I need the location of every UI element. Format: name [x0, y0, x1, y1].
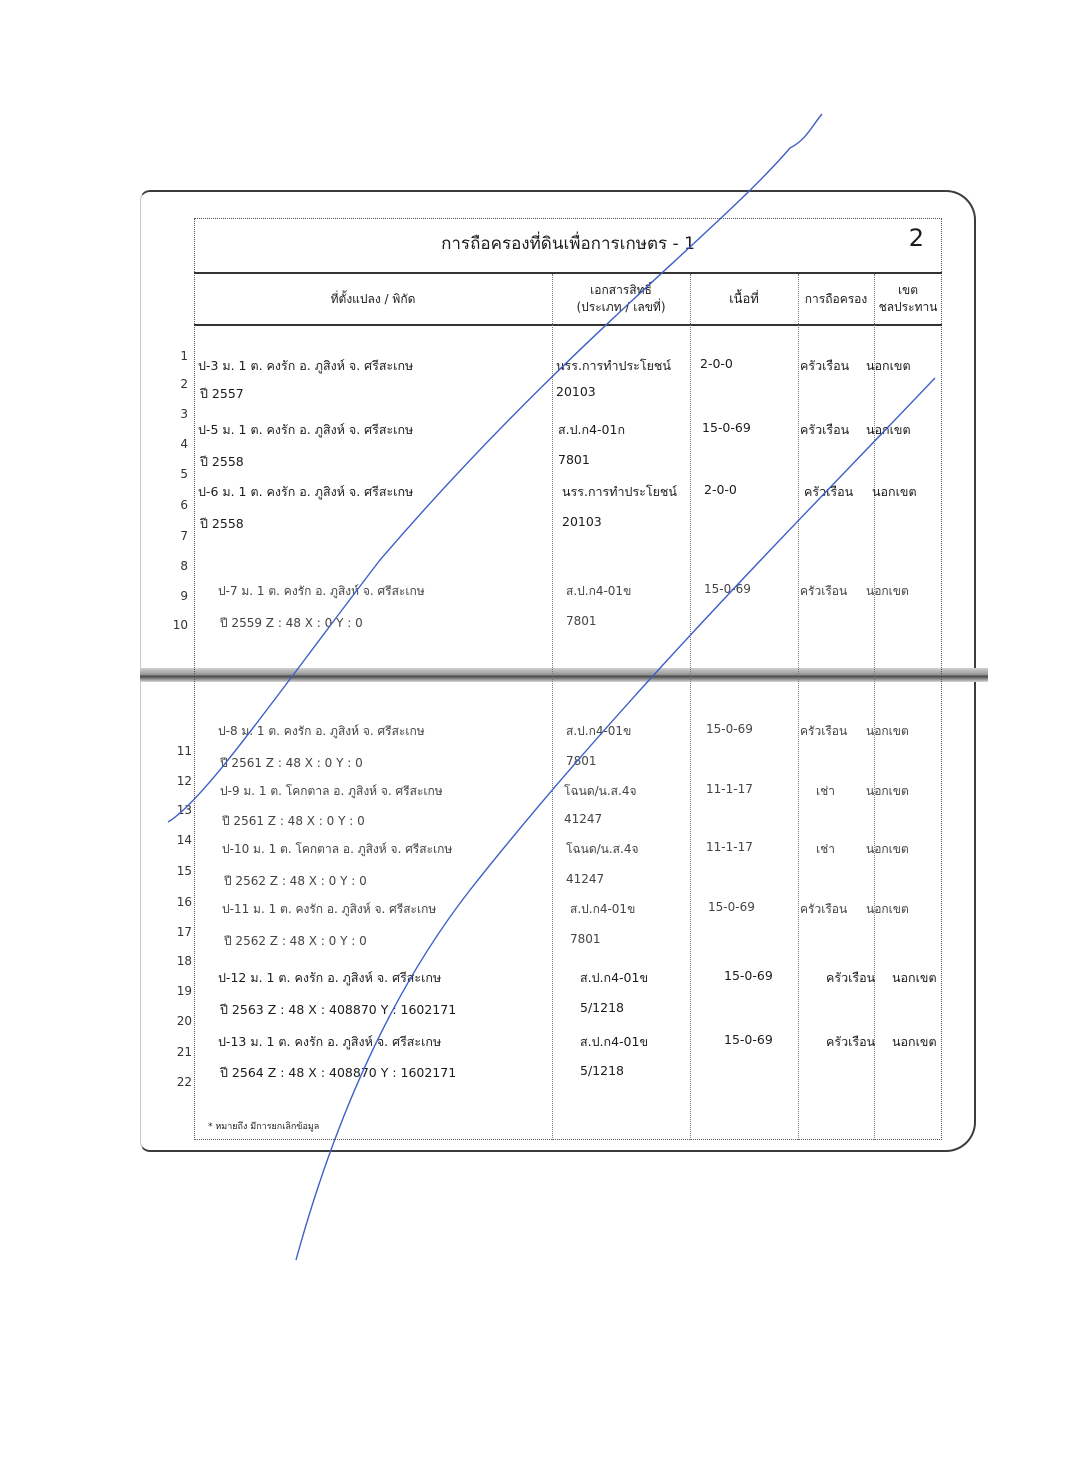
header-zone-label: เขต [897, 283, 919, 297]
tenure-cell: ครัวเรือน [800, 584, 848, 598]
irrigation-zone-cell: นอกเขต [866, 422, 911, 437]
line-number: 9 [180, 589, 188, 603]
year-coordinate-cell: ปี 2562 Z : 48 X : 0 Y : 0 [224, 874, 367, 888]
area-cell: 15-0-69 [724, 968, 773, 983]
document-type-cell: ส.ป.ก4-01ข [566, 724, 632, 738]
document-type-cell: โฉนด/น.ส.4จ [566, 842, 639, 856]
area-cell: 15-0-69 [704, 582, 751, 596]
document-number-cell: 20103 [562, 514, 602, 529]
document-number-cell: 7801 [570, 932, 601, 946]
tenure-cell: ครัวเรือน [826, 1034, 876, 1049]
location-cell: ป-6 ม. 1 ต. คงรัก อ. ภูสิงห์ จ. ศรีสะเกษ [198, 484, 414, 499]
document-type-cell: นรร.การทำประโยชน์ [562, 484, 677, 499]
pen-stroke [296, 378, 935, 1260]
document-type-cell: ส.ป.ก4-01ก [558, 422, 626, 437]
document-number-cell: 20103 [556, 384, 596, 399]
line-number: 11 [176, 744, 192, 758]
document-number-cell: 41247 [566, 872, 605, 886]
irrigation-zone-cell: นอกเขต [866, 902, 909, 916]
line-number: 3 [180, 407, 188, 421]
line-number: 8 [180, 559, 188, 573]
irrigation-zone-cell: นอกเขต [892, 1034, 937, 1049]
header-area-label: เนื้อที่ [729, 291, 759, 307]
line-number: 20 [176, 1014, 192, 1028]
line-number: 22 [176, 1075, 192, 1089]
line-number: 1 [180, 349, 188, 363]
footnote: * หมายถึง มีการยกเลิกข้อมูล [208, 1122, 320, 1132]
year-coordinate-cell: ปี 2562 Z : 48 X : 0 Y : 0 [224, 934, 367, 948]
line-number: 13 [176, 803, 192, 817]
header-document-label: เอกสารสิทธิ์ [590, 283, 652, 297]
area-cell: 15-0-69 [706, 722, 753, 736]
line-number: 15 [176, 864, 192, 878]
year-coordinate-cell: ปี 2558 [200, 454, 244, 469]
location-cell: ป-11 ม. 1 ต. คงรัก อ. ภูสิงห์ จ. ศรีสะเกษ [222, 902, 437, 916]
header-tenure-label: การถือครอง [804, 291, 868, 306]
line-number: 17 [176, 925, 192, 939]
area-cell: 11-1-17 [706, 840, 753, 854]
line-number: 14 [176, 833, 192, 847]
year-coordinate-cell: ปี 2561 Z : 48 X : 0 Y : 0 [222, 814, 365, 828]
location-cell: ป-10 ม. 1 ต. โคกตาล อ. ภูสิงห์ จ. ศรีสะเกษ [222, 842, 453, 856]
irrigation-zone-cell: นอกเขต [892, 970, 937, 985]
irrigation-zone-cell: นอกเขต [866, 358, 911, 373]
location-cell: ป-3 ม. 1 ต. คงรัก อ. ภูสิงห์ จ. ศรีสะเกษ [198, 358, 414, 373]
header-zone-sub: ชลประทาน [878, 300, 938, 314]
line-number: 12 [176, 774, 192, 788]
irrigation-zone-cell: นอกเขต [866, 784, 909, 798]
irrigation-zone-cell: นอกเขต [866, 584, 909, 598]
irrigation-zone-cell: นอกเขต [866, 842, 909, 856]
location-cell: ป-13 ม. 1 ต. คงรัก อ. ภูสิงห์ จ. ศรีสะเกษ [218, 1034, 442, 1049]
document-type-cell: นรร.การทำประโยชน์ [556, 358, 671, 373]
area-cell: 15-0-69 [702, 420, 751, 435]
document-number-cell: 7801 [558, 452, 590, 467]
location-cell: ป-8 ม. 1 ต. คงรัก อ. ภูสิงห์ จ. ศรีสะเกษ [218, 724, 425, 738]
irrigation-zone-cell: นอกเขต [866, 724, 909, 738]
tenure-cell: ครัวเรือน [800, 902, 848, 916]
page-number: 2 [908, 224, 924, 252]
document-type-cell: ส.ป.ก4-01ข [580, 1034, 648, 1049]
area-cell: 2-0-0 [700, 356, 733, 371]
area-cell: 15-0-69 [708, 900, 755, 914]
tenure-cell: ครัวเรือน [804, 484, 854, 499]
year-coordinate-cell: ปี 2564 Z : 48 X : 408870 Y : 1602171 [220, 1065, 457, 1080]
line-number: 19 [176, 984, 192, 998]
year-coordinate-cell: ปี 2557 [200, 386, 244, 401]
year-coordinate-cell: ปี 2561 Z : 48 X : 0 Y : 0 [220, 756, 363, 770]
area-cell: 11-1-17 [706, 782, 753, 796]
document-type-cell: ส.ป.ก4-01ข [566, 584, 632, 598]
document-type-cell: ส.ป.ก4-01ข [570, 902, 636, 916]
header-location-label: ที่ตั้งแปลง / พิกัด [330, 291, 416, 306]
document-type-cell: ส.ป.ก4-01ข [580, 970, 648, 985]
document-number-cell: 7801 [566, 614, 597, 628]
tenure-cell: ครัวเรือน [826, 970, 876, 985]
line-number: 10 [172, 618, 188, 632]
tenure-cell: ครัวเรือน [800, 358, 850, 373]
location-cell: ป-5 ม. 1 ต. คงรัก อ. ภูสิงห์ จ. ศรีสะเกษ [198, 422, 414, 437]
tenure-cell: ครัวเรือน [800, 422, 850, 437]
header-document-sub: (ประเภท / เลขที่) [576, 300, 666, 314]
line-number: 16 [176, 895, 192, 909]
line-number: 7 [180, 529, 188, 543]
document-number-cell: 5/1218 [580, 1063, 624, 1078]
document-number-cell: 5/1218 [580, 1000, 624, 1015]
document-type-cell: โฉนด/น.ส.4จ [564, 784, 637, 798]
line-number: 5 [180, 467, 188, 481]
line-number: 2 [180, 377, 188, 391]
area-cell: 15-0-69 [724, 1032, 773, 1047]
year-coordinate-cell: ปี 2563 Z : 48 X : 408870 Y : 1602171 [220, 1002, 457, 1017]
page-title: การถือครองที่ดินเพื่อการเกษตร - 1 [441, 234, 695, 254]
tenure-cell: เช่า [816, 784, 835, 798]
location-cell: ป-9 ม. 1 ต. โคกตาล อ. ภูสิงห์ จ. ศรีสะเกษ [220, 784, 443, 798]
pen-stroke [168, 114, 822, 822]
tenure-cell: ครัวเรือน [800, 724, 848, 738]
irrigation-zone-cell: นอกเขต [872, 484, 917, 499]
line-number: 21 [176, 1045, 192, 1059]
line-number: 18 [176, 954, 192, 968]
line-number: 6 [180, 498, 188, 512]
document-number-cell: 7801 [566, 754, 597, 768]
document-number-cell: 41247 [564, 812, 603, 826]
location-cell: ป-12 ม. 1 ต. คงรัก อ. ภูสิงห์ จ. ศรีสะเกษ [218, 970, 442, 985]
area-cell: 2-0-0 [704, 482, 737, 497]
location-cell: ป-7 ม. 1 ต. คงรัก อ. ภูสิงห์ จ. ศรีสะเกษ [218, 584, 425, 598]
tenure-cell: เช่า [816, 842, 835, 856]
line-number: 4 [180, 437, 188, 451]
year-coordinate-cell: ปี 2559 Z : 48 X : 0 Y : 0 [220, 616, 363, 630]
year-coordinate-cell: ปี 2558 [200, 516, 244, 531]
